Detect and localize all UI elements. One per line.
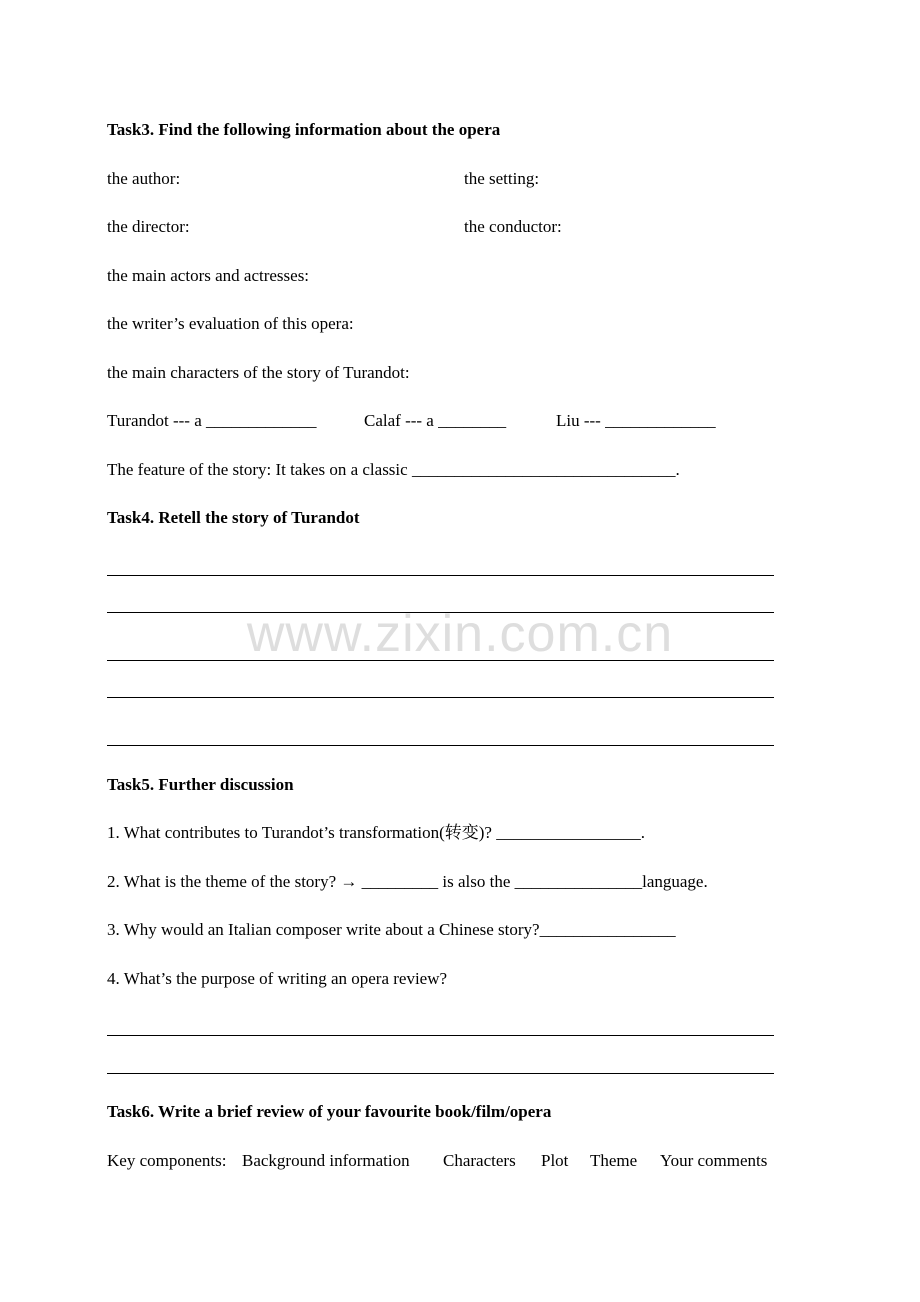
question-1: 1. What contributes to Turandot’s transformation(转变)? _________________. — [107, 823, 645, 842]
answer-line — [107, 745, 774, 746]
evaluation-label: the writer’s evaluation of this opera: — [107, 314, 354, 333]
task6-heading: Task6. Write a brief review of your favourite book/film/opera — [107, 1102, 552, 1121]
feature-sentence: The feature of the story: It takes on a classic _______________________________. — [107, 460, 680, 479]
component-background: Background information — [242, 1151, 410, 1170]
characters-label: the main characters of the story of Turandot: — [107, 363, 410, 382]
components-label: Key components: — [107, 1151, 227, 1170]
component-theme: Theme — [590, 1151, 638, 1170]
question-3: 3. Why would an Italian composer write about a Chinese story?________________ — [107, 920, 676, 939]
turandot-blank: Turandot --- a _____________ — [107, 411, 317, 430]
task4-heading: Task4. Retell the story of Turandot — [107, 508, 360, 527]
question-4: 4. What’s the purpose of writing an opera review? — [107, 969, 448, 988]
component-comments: Your comments — [660, 1151, 768, 1170]
conductor-label: the conductor: — [464, 217, 562, 236]
task3-heading: Task3. Find the following information about the opera — [107, 120, 501, 139]
calaf-blank: Calaf --- a ________ — [364, 411, 507, 430]
answer-line — [107, 575, 774, 576]
director-label: the director: — [107, 217, 190, 236]
answer-line — [107, 1035, 774, 1036]
component-characters: Characters — [443, 1151, 516, 1170]
setting-label: the setting: — [464, 169, 540, 188]
task5-heading: Task5. Further discussion — [107, 775, 294, 794]
answer-line — [107, 697, 774, 698]
author-label: the author: — [107, 169, 181, 188]
question-2: 2. What is the theme of the story? → _________ is also the _______________language. — [107, 872, 708, 891]
watermark: www.zixin.com.cn — [246, 605, 674, 663]
answer-line — [107, 1073, 774, 1074]
actors-label: the main actors and actresses: — [107, 266, 310, 285]
component-plot: Plot — [541, 1151, 569, 1170]
liu-blank: Liu --- _____________ — [556, 411, 716, 430]
